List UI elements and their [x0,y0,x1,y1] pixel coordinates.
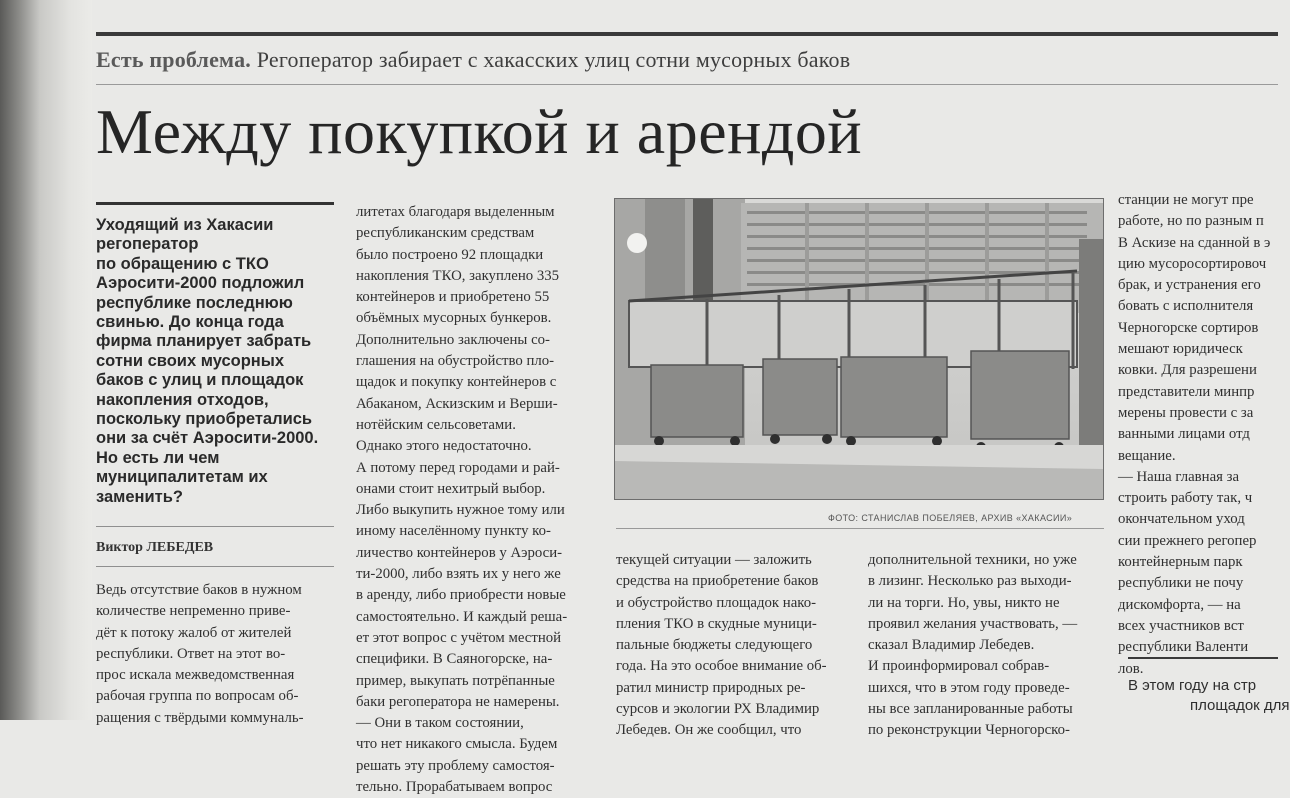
column-line: дёт к потоку жалоб от жителей [96,624,292,641]
column-line: — Наша главная за [1118,468,1240,485]
column-line: строить работу так, ч [1118,490,1253,507]
column-line: И проинформировал собрав- [868,658,1050,675]
column-line: проявил желания участвовать, — [868,615,1078,632]
column-line: специфики. В Саяногорске, на- [356,651,553,668]
lead-line: Но есть ли чем [96,448,220,467]
column-line: станции не могут пре [1118,192,1254,208]
column-line: А потому перед городами и рай- [356,459,560,476]
column-line: республики Валенти [1118,639,1249,656]
column-line: по реконструкции Черногорско- [868,722,1070,739]
column-line: пления ТКО в скудные муници- [616,615,817,632]
lead-line: Аэросити-2000 подложил [96,274,305,293]
lead-line: фирма планирует забрать [96,332,312,351]
column-line: и обустройство площадок нако- [616,594,817,611]
column-line: количестве непременно приве- [96,603,291,620]
column-line: ванными лицами отд [1118,426,1250,443]
column-line: что нет никакого смысла. Будем [356,736,558,753]
column-line: пальные бюджеты следующего [616,637,813,654]
column-line: бовать с исполнителя [1118,298,1254,315]
column-line: сурсов и экологии РХ Владимир [616,701,820,718]
column-line: всех участников вст [1118,617,1244,634]
column-line: ти-2000, либо взять их у него же [356,566,561,583]
top-rule [96,32,1278,36]
magazine-spine [0,0,92,720]
lead-line: баков с улиц и площадок [96,371,304,390]
column-line: нотёйским сельсоветами. [356,416,516,433]
rubric-text: Регоператор забирает с хакасских улиц сотни мусорных баков [256,47,851,72]
column-line: контейнерным парк [1118,554,1243,571]
column-line: Лебедев. Он же сообщил, что [616,722,802,739]
column-line: республиканским средствам [356,225,535,242]
lead-line: заменить? [96,487,183,506]
column-line: контейнеров и приобретено 55 [356,289,550,306]
column-line: республики не почу [1118,575,1244,592]
column-line: глашения на обустройство пло- [356,353,555,370]
column-line: литетах благодаря выделенным [356,204,555,220]
column-line: Ведь отсутствие баков в нужном [96,582,302,598]
lead-line: муниципалитетам их [96,468,268,487]
column-line: текущей ситуации — заложить [616,552,812,568]
column-line: дополнительной техники, но уже [868,552,1077,568]
photo-credit: ФОТО: СТАНИСЛАВ ПОБЕЛЯЕВ, АРХИВ «ХАКАСИИ» [828,513,1073,523]
column-line: Дополнительно заключены со- [356,331,550,348]
photo-rule [616,528,1104,529]
text-column-5 [1118,190,1278,680]
column-line: баки регоператора не намерены. [356,693,560,710]
text-column-2 [356,202,594,798]
column-line: лов. [1118,660,1144,677]
column-line: рабочая группа по вопросам об- [96,688,299,705]
column-line: окончательном уход [1118,511,1245,528]
rubric-rule [96,84,1278,85]
lead-line: Уходящий из Хакасии [96,216,274,234]
rubric [96,47,850,73]
column-line: прос искала межведомственная [96,667,295,684]
byline-rule-top [96,526,334,527]
column-line: ращения с твёрдыми коммуналь- [96,709,304,726]
column-line: самостоятельно. И каждый реша- [356,608,568,625]
lead-line: регоператор [96,235,199,254]
column-line: сии прежнего регопер [1118,532,1257,549]
lead-rule [96,202,334,205]
column-line: вещание. [1118,447,1176,464]
column-line: средства на приобретение баков [616,573,819,590]
column-line: мешают юридическ [1118,341,1243,358]
column-line: ратил министр природных ре- [616,679,806,696]
column-line: объёмных мусорных бункеров. [356,310,552,327]
column-line: Однако этого недостаточно. [356,438,532,455]
column-line: Абаканом, Аскизским и Верши- [356,395,558,412]
column-line: Либо выкупить нужное тому или [356,502,565,519]
column-line: года. На это особое внимание об- [616,658,827,675]
column-line: ковки. Для разрешени [1118,362,1257,379]
column-line: республики. Ответ на этот во- [96,645,286,662]
column-line: личество контейнеров у Аэроси- [356,544,563,561]
lead-line: они за счёт Аэросити-2000. [96,429,319,448]
column-line: шихся, что в этом году проведе- [868,679,1070,696]
column-line: накопления ТКО, закуплено 335 [356,267,560,284]
sidebar-box [1128,676,1290,716]
column-line: цию мусоросортировоч [1118,255,1267,272]
lead-line: накопления отходов, [96,390,269,409]
lead-line: свинью. До конца года [96,313,284,332]
article-headline: Между покупкой и арендой [96,96,863,167]
column-line: ны все запланированные работы [868,701,1073,718]
lead-line: по обращению с ТКО [96,254,269,273]
sidebar-box-line: площадок для [1190,697,1290,714]
column-line: пример, выкупать потрёпанные [356,672,555,689]
column-line: в лизинг. Несколько раз выходи- [868,573,1072,590]
photo-garbage-containers [615,199,1103,499]
column-line: брак, и устранения его [1118,277,1261,294]
text-column-3 [616,550,856,742]
column-line: тельно. Прорабатываем вопрос [356,779,553,796]
newspaper-page [92,0,1290,796]
column-line: сказал Владимир Лебедев. [868,637,1035,654]
article-byline: Виктор ЛЕБЕДЕВ [96,540,214,555]
column-line: онами стоит нехитрый выбор. [356,480,546,497]
sidebar-box-rule [1128,657,1278,659]
text-column-1 [96,580,336,729]
rubric-label: Есть проблема. [96,47,251,72]
column-line: представители минпр [1118,383,1255,400]
column-line: работе, но по разным п [1118,213,1264,230]
lead-line: республике последнюю [96,293,293,312]
column-line: ли на торги. Но, увы, никто не [868,594,1060,611]
byline-rule-bottom [96,566,334,567]
text-column-4 [868,550,1108,742]
lead-line: поскольку приобретались [96,410,313,429]
column-line: Черногорске сортиров [1118,319,1259,336]
column-line: в аренду, либо приобрести новые [356,587,566,604]
lead-line: сотни своих мусорных [96,351,285,370]
column-line: ет этот вопрос с учётом местной [356,629,562,646]
article-photo [614,198,1104,500]
sidebar-box-line: В этом году на стр [1128,677,1257,694]
column-line: В Аскизе на сданной в э [1118,234,1271,251]
column-line: решать эту проблему самостоя- [356,757,555,774]
column-line: дискомфорта, — на [1118,596,1241,613]
column-line: — Они в таком состоянии, [356,715,524,732]
column-line: щадок и покупку контейнеров с [356,374,557,391]
column-line: было построено 92 площадки [356,246,544,263]
column-line: иному населённому пункту ко- [356,523,551,540]
article-lead [96,216,332,507]
column-line: мерены провести с за [1118,404,1254,421]
